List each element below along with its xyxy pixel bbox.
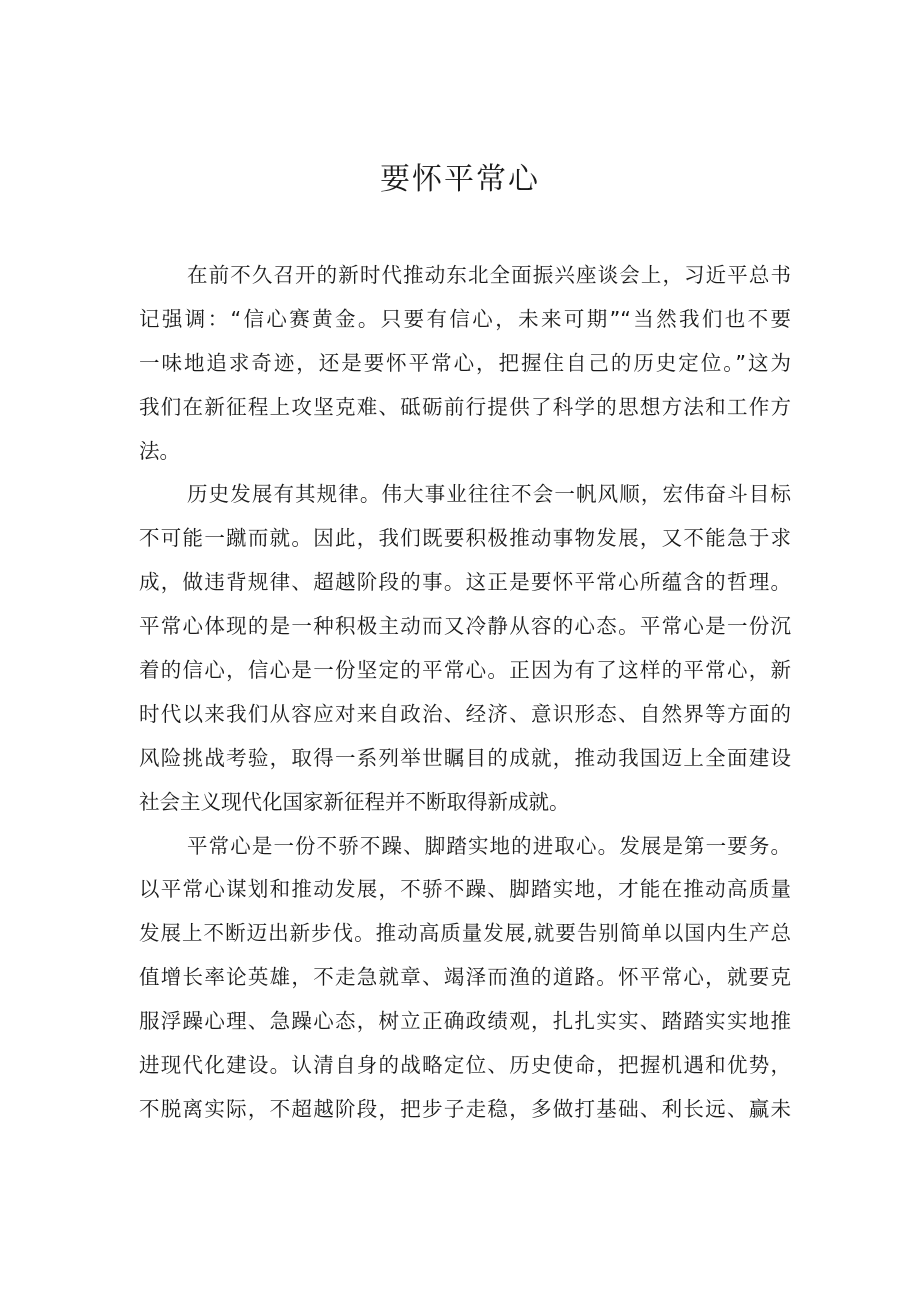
paragraph-line: 发展上不断迈出新步伐。推动高质量发展,就要告别简单以国内生产总 (139, 921, 791, 946)
paragraph-line: 一味地追求奇迹，还是要怀平常心，把握住自己的历史定位。”这为 (139, 350, 791, 375)
paragraph-line: 风险挑战考验，取得一系列举世瞩目的成就，推动我国迈上全面建设 (139, 745, 791, 770)
paragraph-line: 记强调：“信心赛黄金。只要有信心，未来可期”“当然我们也不要 (139, 306, 791, 331)
paragraph-line: 法。 (139, 438, 180, 463)
paragraph-3 (139, 825, 791, 1132)
paragraph-2 (139, 473, 791, 824)
paragraph-line: 历史发展有其规律。伟大事业往往不会一帆风顺，宏伟奋斗目标 (187, 482, 791, 507)
paragraph-line: 值增长率论英雄，不走急就章、竭泽而渔的道路。怀平常心，就要克 (139, 965, 791, 990)
paragraph-line: 以平常心谋划和推动发展，不骄不躁、脚踏实地，才能在推动高质量 (139, 877, 791, 902)
paragraph-line: 社会主义现代化国家新征程并不断取得新成就。 (139, 789, 570, 814)
document-body (139, 254, 791, 1132)
paragraph-line: 成，做违背规律、超越阶段的事。这正是要怀平常心所蕴含的哲理。 (139, 570, 791, 595)
paragraph-line: 不脱离实际，不超越阶段，把步子走稳，多做打基础、利长远、赢未 (139, 1096, 791, 1121)
paragraph-line: 平常心是一份不骄不躁、脚踏实地的进取心。发展是第一要务。 (187, 833, 791, 858)
paragraph-line: 时代以来我们从容应对来自政治、经济、意识形态、自然界等方面的 (139, 701, 791, 726)
paragraph-line: 平常心体现的是一种积极主动而又冷静从容的心态。平常心是一份沉 (139, 614, 791, 639)
paragraph-line: 不可能一蹴而就。因此，我们既要积极推动事物发展，又不能急于求 (139, 526, 791, 551)
paragraph-line: 服浮躁心理、急躁心态，树立正确政绩观，扎扎实实、踏踏实实地推 (139, 1009, 791, 1034)
paragraph-line: 我们在新征程上攻坚克难、砥砺前行提供了科学的思想方法和工作方 (139, 394, 791, 419)
document-title: 要怀平常心 (380, 162, 540, 197)
paragraph-1 (139, 254, 791, 473)
paragraph-line: 进现代化建设。认清自身的战略定位、历史使命，把握机遇和优势， (139, 1053, 791, 1078)
paragraph-line: 着的信心，信心是一份坚定的平常心。正因为有了这样的平常心，新 (139, 658, 791, 683)
paragraph-line: 在前不久召开的新时代推动东北全面振兴座谈会上，习近平总书 (187, 263, 791, 287)
